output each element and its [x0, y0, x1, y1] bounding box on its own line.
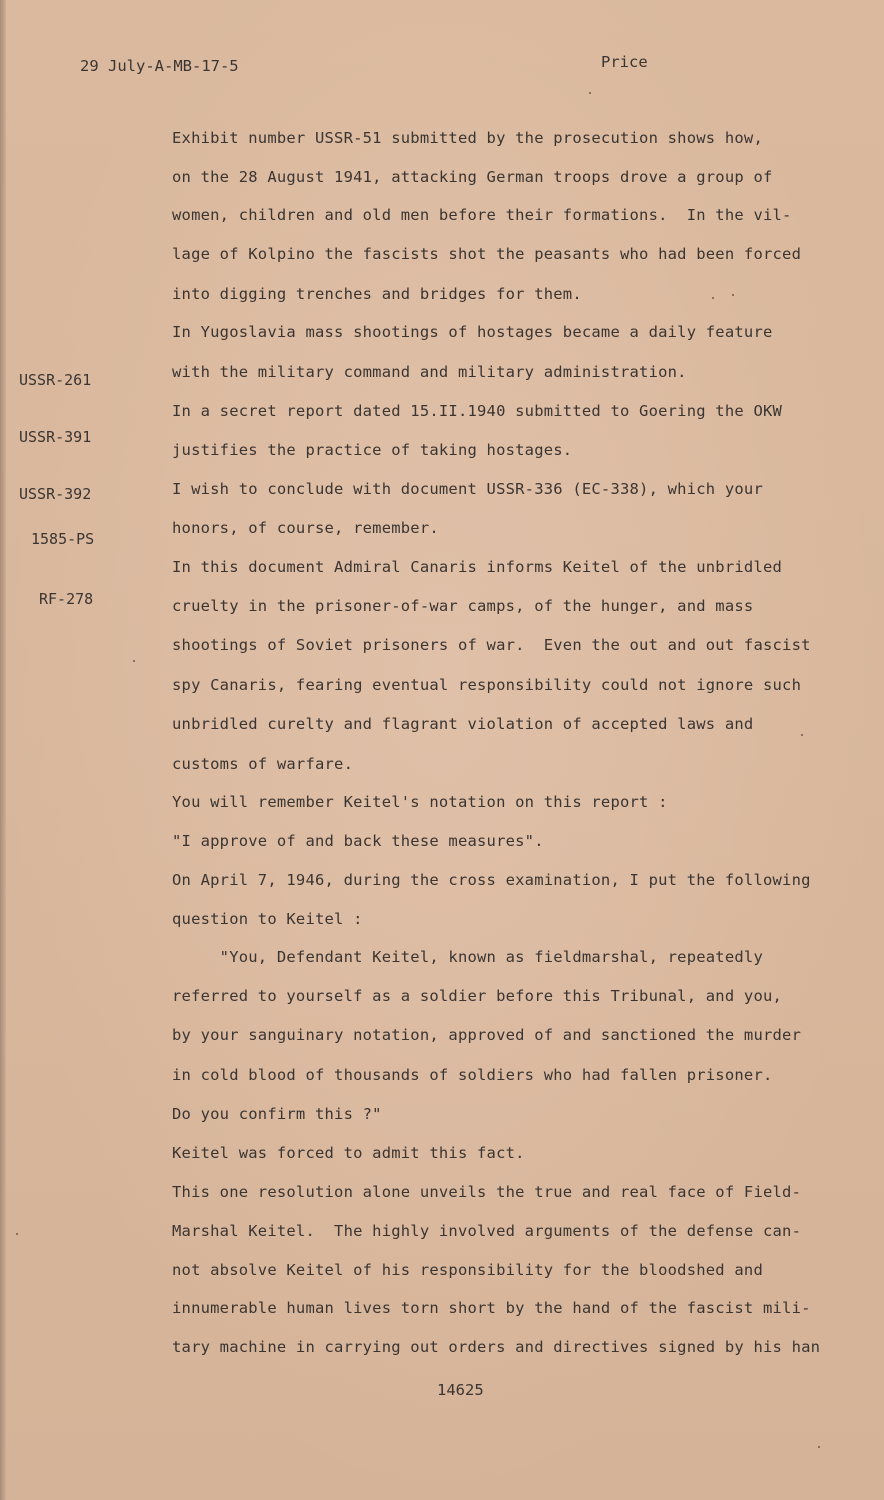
body-line: on the 28 August 1941, attacking German troops drove a group of: [172, 168, 773, 186]
body-line: customs of warfare.: [172, 755, 354, 773]
body-line: innumerable human lives torn short by the hand of the fascist mili-: [172, 1299, 811, 1317]
margin-note-line: 1585-PS: [31, 530, 95, 548]
body-line: "I approve of and back these measures".: [172, 832, 544, 850]
paper-speck: [712, 297, 714, 299]
body-line: by your sanguinary notation, approved of and sanctioned the murder: [172, 1026, 802, 1044]
margin-note-line: RF-278: [39, 590, 94, 608]
header-speaker: Price: [601, 53, 648, 71]
header-reference: 29 July-A-MB-17-5: [80, 57, 239, 75]
paper-speck: [818, 1446, 820, 1448]
body-line: Keitel was forced to admit this fact.: [172, 1144, 525, 1162]
body-line: tary machine in carrying out orders and directives signed by his han: [172, 1338, 821, 1356]
body-line: spy Canaris, fearing eventual responsibility could not ignore such: [172, 676, 802, 694]
margin-note-ps: [31, 489, 94, 649]
paper-speck: [16, 1233, 18, 1235]
body-line: lage of Kolpino the fascists shot the peasants who had been forced: [172, 245, 802, 263]
body-line: in cold blood of thousands of soldiers who had fallen prisoner.: [172, 1066, 773, 1084]
body-line: with the military command and military administration.: [172, 363, 687, 381]
paper-edge: [0, 0, 6, 1500]
paper-speck: [589, 92, 591, 94]
page-number: 14625: [437, 1381, 484, 1399]
body-line: cruelty in the prisoner-of-war camps, of the hunger, and mass: [172, 597, 754, 615]
body-line: justifies the practice of taking hostages.: [172, 441, 573, 459]
body-line: Marshal Keitel. The highly involved arguments of the defense can-: [172, 1222, 802, 1240]
body-line: "You, Defendant Keitel, known as fieldmarshal, repeatedly: [172, 948, 763, 966]
body-line: You will remember Keitel's notation on this report :: [172, 793, 668, 811]
margin-note-line: USSR-392: [19, 485, 92, 503]
body-line: referred to yourself as a soldier before this Tribunal, and you,: [172, 987, 783, 1005]
body-line: Do you confirm this ?": [172, 1105, 382, 1123]
body-line: On April 7, 1946, during the cross examination, I put the following: [172, 871, 811, 889]
body-line: I wish to conclude with document USSR-336 (EC-338), which your: [172, 480, 763, 498]
body-line: women, children and old men before their formations. In the vil-: [172, 206, 792, 224]
paper-speck: [732, 294, 734, 296]
paper-speck: [133, 660, 135, 662]
paper-speck: [801, 734, 803, 736]
margin-note-line: USSR-261: [19, 371, 92, 389]
body-line: In a secret report dated 15.II.1940 submitted to Goering the OKW: [172, 402, 783, 420]
body-line: not absolve Keitel of his responsibility for the bloodshed and: [172, 1261, 763, 1279]
body-line: This one resolution alone unveils the true and real face of Field-: [172, 1183, 802, 1201]
body-line: shootings of Soviet prisoners of war. Even the out and out fascist: [172, 636, 811, 654]
body-line: into digging trenches and bridges for them.: [172, 285, 582, 303]
body-line: unbridled curelty and flagrant violation of accepted laws and: [172, 715, 754, 733]
body-line: In this document Admiral Canaris informs Keitel of the unbridled: [172, 558, 783, 576]
margin-note-line: USSR-391: [19, 428, 92, 446]
body-line: honors, of course, remember.: [172, 519, 439, 537]
body-line: question to Keitel :: [172, 910, 363, 928]
body-line: In Yugoslavia mass shootings of hostages became a daily feature: [172, 323, 773, 341]
body-line: Exhibit number USSR-51 submitted by the prosecution shows how,: [172, 129, 763, 147]
